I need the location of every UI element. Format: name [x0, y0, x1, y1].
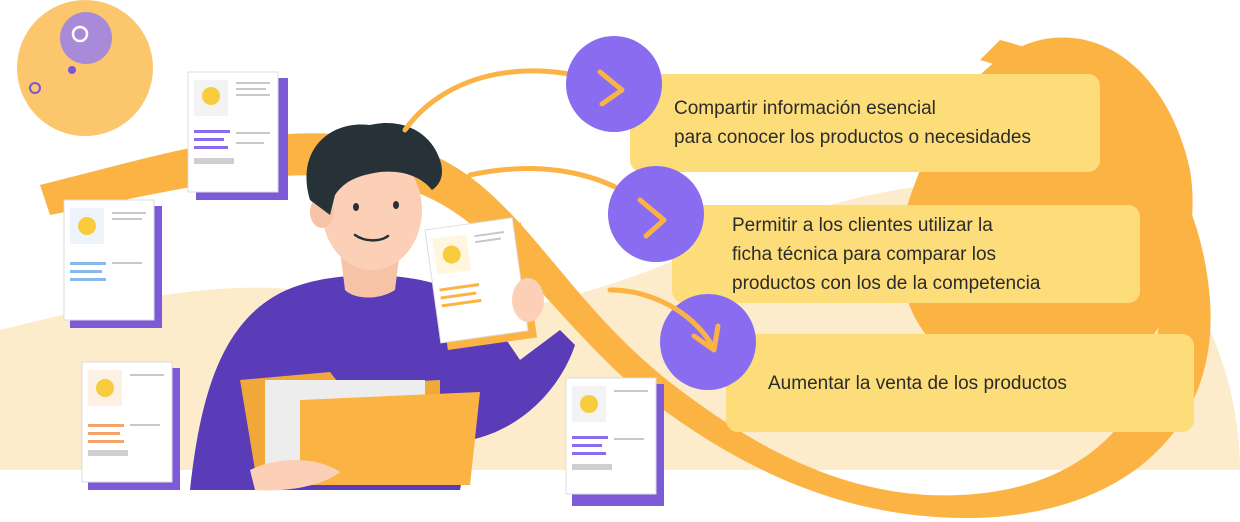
step-text-2: Permitir a los clientes utilizar la ficha técnica para comparar los productos con los de la competencia	[732, 214, 1041, 294]
step-text-1: Compartir información esencial para conocer los productos o necesidades	[674, 98, 1032, 148]
hand	[512, 278, 544, 322]
document-sheet	[64, 200, 162, 328]
step-box-1	[630, 74, 1100, 172]
document-sheet	[566, 378, 664, 506]
step-text-3: Aumentar la venta de los productos	[768, 372, 1067, 394]
step-circle-3	[660, 294, 756, 390]
step-box-2	[672, 205, 1140, 303]
step-circle-2	[608, 166, 704, 262]
dot-small	[68, 66, 76, 74]
document-sheet	[82, 362, 180, 490]
step-circle-1	[566, 36, 662, 132]
step-box-3	[726, 334, 1194, 432]
document-sheet	[188, 72, 288, 200]
